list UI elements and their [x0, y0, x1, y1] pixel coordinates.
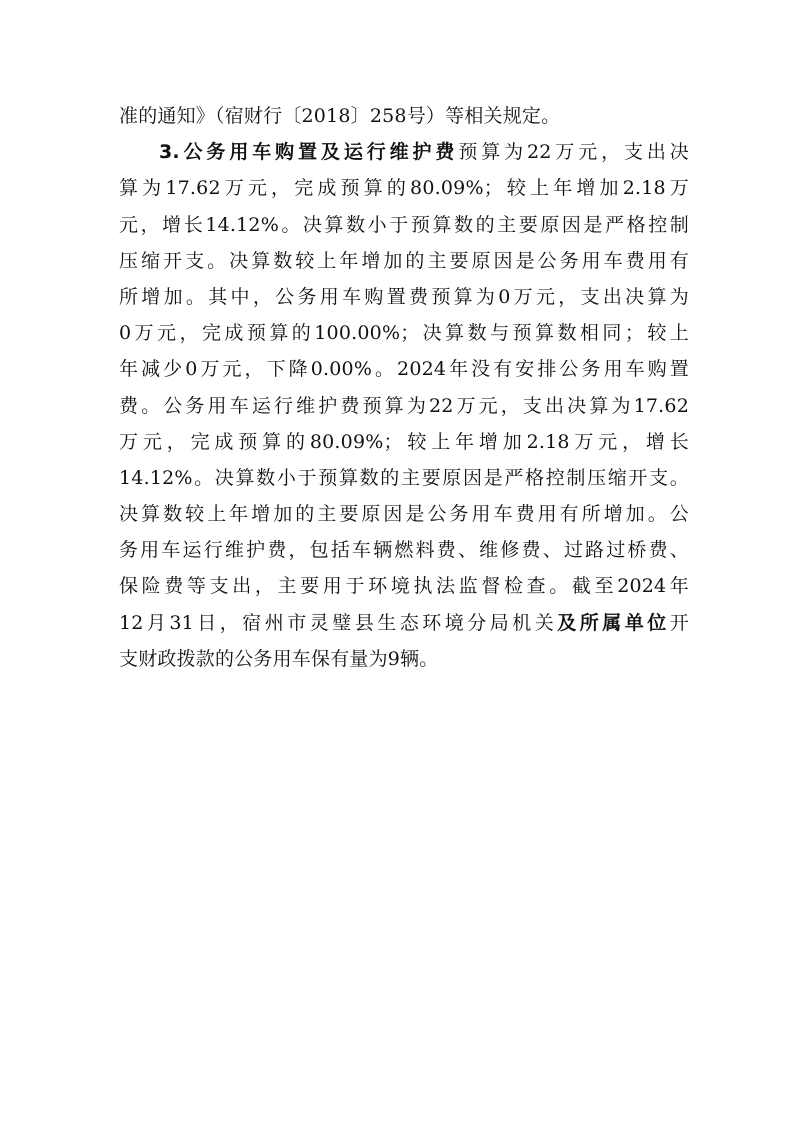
text-line: [119, 568, 689, 604]
text-run: 万元，完成预算的80.09%；较上年增加2.18万元，增长: [119, 430, 689, 453]
text-line: [119, 170, 689, 206]
text-run: 保险费等支出，主要用于环境执法监督检查。截至2024年: [119, 575, 689, 598]
text-line: [119, 315, 689, 351]
text-line: [119, 424, 689, 460]
text-run: 开: [669, 611, 689, 634]
text-line: [119, 243, 689, 279]
text-line: [119, 532, 689, 568]
text-line: [119, 641, 689, 677]
text-run: 0万元，完成预算的100.00%；决算数与预算数相同；较上: [119, 322, 689, 345]
text-line: [119, 279, 689, 315]
text-line: [119, 351, 689, 387]
text-run: 元，增长14.12%。决算数小于预算数的主要原因是严格控制: [119, 213, 689, 236]
bold-text-run: 3.公务用车购置及运行维护费: [159, 141, 459, 164]
text-run: 压缩开支。决算数较上年增加的主要原因是公务用车费用有: [119, 249, 689, 272]
text-run: 支财政拨款的公务用车保有量为9辆。: [119, 647, 439, 670]
text-line: [119, 98, 689, 134]
text-line: [119, 496, 689, 532]
text-run: 12月31日，宿州市灵璧县生态环境分局机关: [119, 611, 558, 634]
body-text: [119, 98, 689, 677]
text-run: 年减少0万元，下降0.00%。2024年没有安排公务用车购置: [119, 358, 689, 381]
text-run: 决算数较上年增加的主要原因是公务用车费用有所增加。公: [119, 503, 689, 526]
text-line: [119, 134, 689, 170]
text-run: 所增加。其中，公务用车购置费预算为0万元，支出决算为: [119, 285, 689, 308]
bold-text-run: 及所属单位: [557, 611, 670, 634]
text-run: 算为17.62万元，完成预算的80.09%；较上年增加2.18万: [119, 177, 689, 200]
text-line: [119, 388, 689, 424]
text-line: [119, 207, 689, 243]
text-run: 准的通知》（宿财行〔2018〕258号）等相关规定。: [119, 105, 561, 127]
text-run: 预算为22万元，支出决: [458, 141, 689, 164]
text-run: 务用车运行维护费，包括车辆燃料费、维修费、过路过桥费、: [119, 539, 689, 562]
text-line: [119, 460, 689, 496]
text-run: 14.12%。决算数小于预算数的主要原因是严格控制压缩开支。: [119, 466, 689, 489]
text-line: [119, 605, 689, 641]
text-run: 费。公务用车运行维护费预算为22万元，支出决算为17.62: [119, 394, 689, 417]
